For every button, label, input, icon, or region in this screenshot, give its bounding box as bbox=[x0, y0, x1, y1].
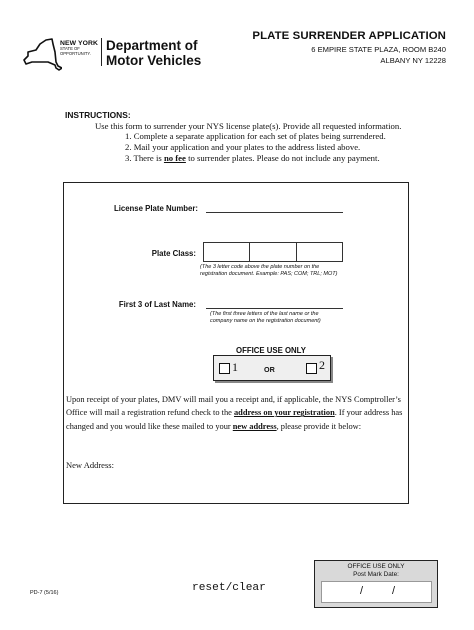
instruction-item-3-suffix: to surrender plates. Please do not include any payment. bbox=[185, 153, 380, 163]
department-name-line2: Motor Vehicles bbox=[106, 53, 202, 68]
ny-state-tagline-2: OPPORTUNITY. bbox=[60, 50, 91, 56]
ny-state-name: NEW YORK bbox=[60, 40, 99, 47]
mailing-address-line2: ALBANY NY 12228 bbox=[380, 56, 446, 65]
instruction-item-3-prefix: 3. There is bbox=[125, 153, 164, 163]
form-code: PD-7 (5/16) bbox=[30, 590, 59, 596]
last-name-label: First 3 of Last Name: bbox=[118, 300, 196, 309]
office-option-1-checkbox[interactable] bbox=[219, 363, 230, 374]
logo-divider bbox=[101, 38, 102, 66]
postmark-date-box bbox=[314, 560, 438, 608]
last-name-input[interactable] bbox=[206, 308, 343, 309]
instructions-heading: INSTRUCTIONS: bbox=[65, 110, 131, 120]
new-address-emphasis: new address bbox=[232, 421, 277, 431]
office-option-1-label: 1 bbox=[232, 360, 238, 374]
office-or-label: OR bbox=[264, 365, 275, 374]
postmark-date-input[interactable] bbox=[321, 581, 432, 603]
refund-info-part1: Upon receipt of your plates, DMV will mail you a receipt and, if applicable, the NYS Comptroller’s Office will mail a registration refund check to the bbox=[66, 395, 401, 418]
office-use-box bbox=[213, 355, 331, 381]
refund-information-paragraph bbox=[66, 393, 404, 433]
ny-state-tagline-1: STATE OF bbox=[60, 46, 80, 51]
office-option-2-checkbox[interactable] bbox=[306, 363, 317, 374]
date-separator-2: / bbox=[392, 585, 396, 597]
refund-info-part3: , please provide it below: bbox=[276, 421, 362, 431]
new-address-input[interactable] bbox=[66, 474, 404, 500]
department-name-line1: Department of bbox=[106, 38, 198, 53]
new-york-state-map-icon bbox=[22, 38, 62, 74]
plate-number-label: License Plate Number: bbox=[113, 204, 198, 213]
department-name bbox=[106, 38, 201, 68]
instruction-item-1: 1. Complete a separate application for each set of plates being surrendered. bbox=[125, 131, 386, 141]
date-separator-1: / bbox=[360, 585, 364, 597]
office-option-2-label: 2 bbox=[319, 358, 325, 372]
reset-clear-button[interactable]: reset/clear bbox=[192, 582, 266, 594]
application-title: PLATE SURRENDER APPLICATION bbox=[252, 30, 446, 42]
plate-class-hint bbox=[200, 264, 360, 278]
plate-class-input bbox=[203, 242, 343, 262]
plate-class-label: Plate Class: bbox=[151, 249, 196, 258]
postmark-date-label: Post Mark Date: bbox=[353, 570, 399, 578]
plate-class-char-1[interactable] bbox=[204, 243, 250, 261]
plate-surrender-form bbox=[63, 182, 409, 504]
no-fee-emphasis: no fee bbox=[163, 153, 186, 163]
mailing-address-line1: 6 EMPIRE STATE PLAZA, ROOM B240 bbox=[311, 45, 446, 54]
ny-state-wordmark bbox=[60, 40, 100, 56]
instruction-item-2: 2. Mail your application and your plates to the address listed above. bbox=[125, 142, 361, 152]
postmark-heading bbox=[315, 563, 437, 578]
postmark-office-use-label: OFFICE USE ONLY bbox=[347, 563, 405, 570]
plate-class-hint-line2: registration document. Example: PAS; COM; TRL; MOT) bbox=[200, 271, 338, 277]
address-on-registration-emphasis: address on your registration bbox=[233, 408, 335, 418]
last-name-hint-line1: (The first three letters of the last name or the bbox=[210, 311, 319, 317]
instructions-intro: Use this form to surrender your NYS license plate(s). Provide all requested information. bbox=[95, 121, 402, 131]
instruction-item-3 bbox=[125, 153, 380, 163]
plate-class-char-2[interactable] bbox=[250, 243, 296, 261]
new-address-label: New Address: bbox=[66, 460, 114, 470]
refund-info-part2: . If your address has changed and you would like these mailed to your bbox=[66, 408, 403, 431]
plate-class-char-3[interactable] bbox=[297, 243, 342, 261]
last-name-hint-line2: company name on the registration document) bbox=[210, 318, 321, 324]
last-name-hint bbox=[210, 311, 360, 325]
office-use-label: OFFICE USE ONLY bbox=[236, 346, 306, 355]
plate-number-input[interactable] bbox=[206, 212, 343, 213]
plate-class-hint-line1: (The 3 letter code above the plate number on the bbox=[200, 264, 320, 270]
